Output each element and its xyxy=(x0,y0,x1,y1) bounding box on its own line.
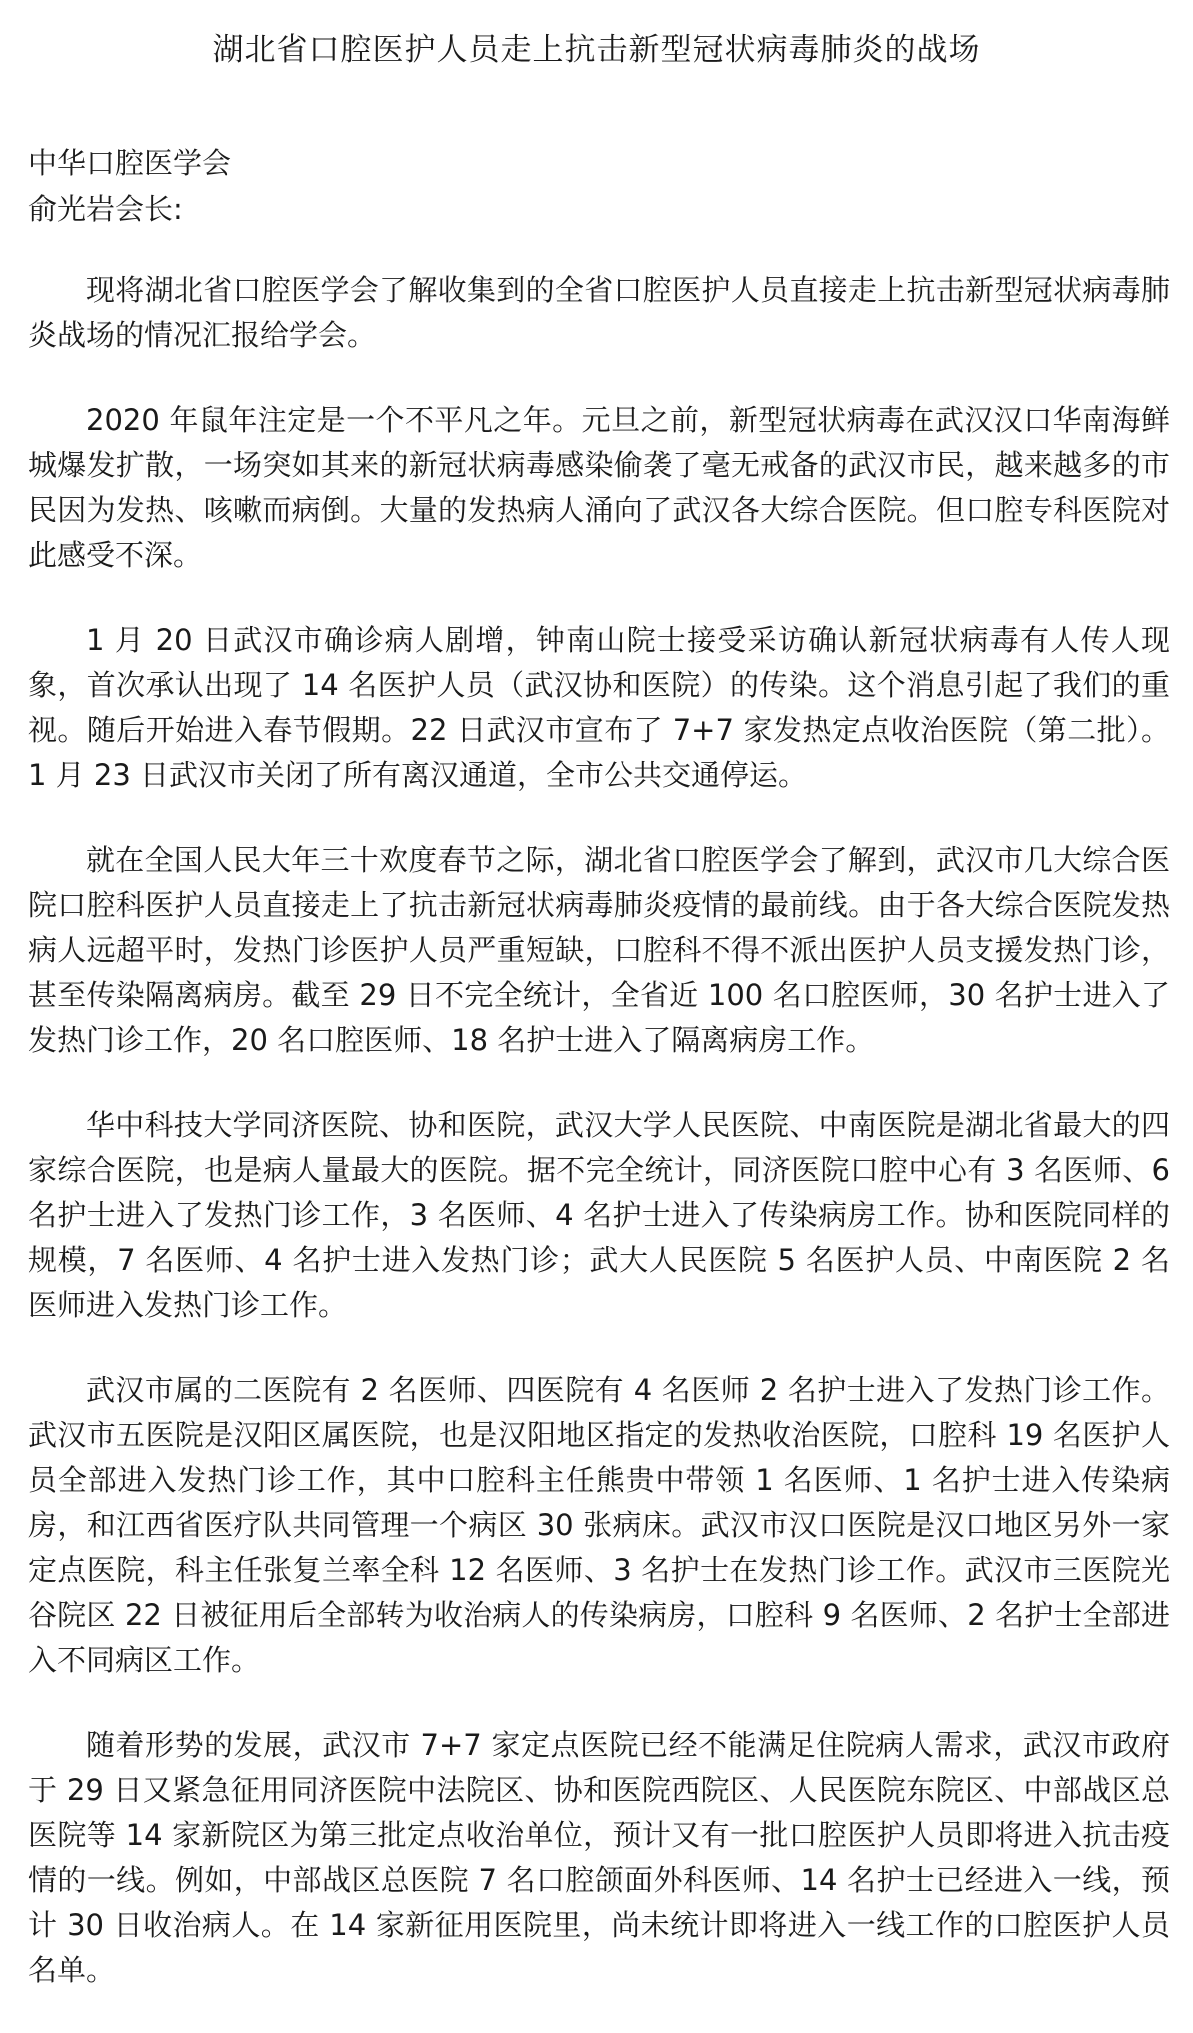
paragraph-report-intro: 现将湖北省口腔医学会了解收集到的全省口腔医护人员直接走上抗击新型冠状病毒肺炎战场的情况汇报给学会。 xyxy=(28,273,1170,352)
recipient-block xyxy=(28,140,231,232)
recipient-organization: 中华口腔医学会 xyxy=(28,146,232,180)
paragraph-major-hospitals: 华中科技大学同济医院、协和医院，武汉大学人民医院、中南医院是湖北省最大的四家综合医院，也是病人量最大的医院。据不完全统计，同济医院口腔中心有 3 名医师、6 名护士进入了发热门诊工作，3 名医师、4 名护士进入了传染病房工作。协和医院同样的规模，7 名医师、4 名护士进入发热门诊；武大人民医院 5 名医护人员、中南医院 2 名医师进入发热门诊工作。 xyxy=(28,1108,1170,1322)
recipient-addressee: 俞光岩会长: xyxy=(28,192,183,226)
paragraph-new-designated-hospitals: 随着形势的发展，武汉市 7+7 家定点医院已经不能满足住院病人需求，武汉市政府于 29 日又紧急征用同济医院中法院区、协和医院西院区、人民医院东院区、中部战区总医院等 14 家新院区为第三批定点收治单位，预计又有一批口腔医护人员即将进入抗击疫情的一线。例如，中部战区总医院 7 名口腔颌面外科医师、14 名护士已经进入一线，预计 30 日收治病人。在 14 家新征用医院里，尚未统计即将进入一线工作的口腔医护人员名单。 xyxy=(28,1728,1170,1987)
paragraph-jan20-events: 1 月 20 日武汉市确诊病人剧增，钟南山院士接受采访确认新冠状病毒有人传人现象，首次承认出现了 14 名医护人员（武汉协和医院）的传染。这个消息引起了我们的重视。随后开始进入春节假期。22 日武汉市宣布了 7+7 家发热定点收治医院（第二批）。1 月 23 日武汉市关闭了所有离汉通道，全市公共交通停运。 xyxy=(28,623,1170,792)
document-body xyxy=(28,268,1170,2033)
paragraph-frontline-overview: 就在全国人民大年三十欢度春节之际，湖北省口腔医学会了解到，武汉市几大综合医院口腔科医护人员直接走上了抗击新冠状病毒肺炎疫情的最前线。由于各大综合医院发热病人远超平时，发热门诊医护人员严重短缺，口腔科不得不派出医护人员支援发热门诊，甚至传染隔离病房。截至 29 日不完全统计，全省近 100 名口腔医师，30 名护士进入了发热门诊工作，20 名口腔医师、18 名护士进入了隔离病房工作。 xyxy=(28,843,1170,1057)
paragraph-municipal-hospitals: 武汉市属的二医院有 2 名医师、四医院有 4 名医师 2 名护士进入了发热门诊工作。武汉市五医院是汉阳区属医院，也是汉阳地区指定的发热收治医院，口腔科 19 名医护人员全部进入发热门诊工作，其中口腔科主任熊贵中带领 1 名医师、1 名护士进入传染病房，和江西省医疗队共同管理一个病区 30 张病床。武汉市汉口医院是汉口地区另外一家定点医院，科主任张复兰率全科 12 名医师、3 名护士在发热门诊工作。武汉市三医院光谷院区 22 日被征用后全部转为收治病人的传染病房，口腔科 9 名医师、2 名护士全部进入不同病区工作。 xyxy=(28,1373,1170,1677)
document-title: 湖北省口腔医护人员走上抗击新型冠状病毒肺炎的战场 xyxy=(212,32,981,68)
paragraph-outbreak-background: 2020 年鼠年注定是一个不平凡之年。元旦之前，新型冠状病毒在武汉汉口华南海鲜城爆发扩散，一场突如其来的新冠状病毒感染偷袭了毫无戒备的武汉市民，越来越多的市民因为发热、咳嗽而病倒。大量的发热病人涌向了武汉各大综合医院。但口腔专科医院对此感受不深。 xyxy=(28,403,1170,572)
